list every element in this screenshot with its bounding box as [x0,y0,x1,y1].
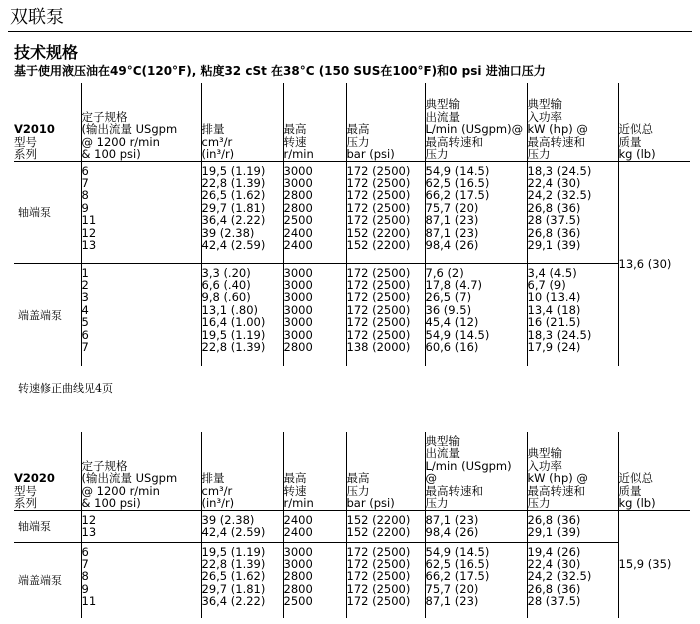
header-series [14,432,81,510]
speed-values: 3000 3000 2800 2800 2500 2400 2400 [283,161,346,263]
group-name: 轴端泵 [18,206,51,219]
header-ring: 定子规格 (输出流量 USgpm @ 1200 r/min & 100 psi) [81,432,201,510]
header-displacement: 排量 cm³/r (in³/r) [201,432,283,510]
group-row-shaft-end [14,161,690,263]
header-power: 典型输 入功率 kW (hp) @ 最高转速和 压力 [527,83,618,161]
header-speed: 最高 转速 r/min [283,83,346,161]
spec-table-v2010 [14,83,690,366]
flow-values: 54,9 (14.5) 62,5 (16.5) 66,2 (17.5) 75,7 (20) 87,1 (23) 87,1 (23) 98,4 (26) [425,161,527,263]
displacement-values: 19,5 (1.19) 22,8 (1.39) 26,5 (1.62) 29,7 (1.81) 36,4 (2.22) 39 (2.38) 42,4 (2.59) [201,161,283,263]
displacement-values: 19,5 (1.19) 22,8 (1.39) 26,5 (1.62) 29,7 (1.81) 36,4 (2.22) [201,542,283,618]
group-row-shaft-end [14,510,690,542]
displacement-values: 3,3 (.20) 6,6 (.40) 9,8 (.60) 13,1 (.80) 16,4 (1.00) 19,5 (1.19) 22,8 (1.39) [201,263,283,366]
header-series [14,83,81,161]
group-name: 端盖端泵 [14,263,81,366]
title-divider [8,31,692,32]
group-name: 轴端泵 [18,520,51,533]
speed-values: 2400 2400 [283,510,346,542]
power-values: 18,3 (24.5) 22,4 (30) 24,2 (32.5) 26,8 (36) 28 (37.5) 26,8 (36) 29,1 (39) [527,161,618,263]
header-flow: 典型输 出流量 L/min (USgpm) @ 最高转速和 压力 [425,432,527,510]
mass-value: 13,6 (30) [618,161,690,366]
header-mass: 近似总 质量 kg (lb) [618,432,690,510]
mass-value: 15,9 (35) [618,510,690,618]
power-values: 19,4 (26) 22,4 (30) 24,2 (32.5) 26,8 (36) 28 (37.5) [527,542,618,618]
header-mass: 近似总 质量 kg (lb) [618,83,690,161]
pressure-values: 152 (2200) 152 (2200) [346,510,425,542]
header-speed: 最高 转速 r/min [283,432,346,510]
ring-values: 6 7 8 9 11 12 13 [81,161,201,263]
power-values: 3,4 (4.5) 6,7 (9) 10 (13.4) 13,4 (18) 16 (21.5) 18,3 (24.5) 17,9 (24) [527,263,618,366]
pressure-values: 172 (2500) 172 (2500) 172 (2500) 172 (2500) 172 (2500) [346,542,425,618]
header-series-label: 型号 系列 [14,483,37,511]
model-label: V2010 [14,122,55,137]
header-displacement: 排量 cm³/r (in³/r) [201,83,283,161]
group-row-cover-end [14,263,690,366]
flow-values: 87,1 (23) 98,4 (26) [425,510,527,542]
header-power: 典型输 入功率 kW (hp) @ 最高转速和 压力 [527,432,618,510]
speed-values: 3000 3000 2800 2800 2500 [283,542,346,618]
ring-values: 1 2 3 4 5 6 7 [81,263,201,366]
header-ring: 定子规格 (输出流量 USgpm @ 1200 r/min & 100 psi) [81,83,201,161]
ring-values: 12 13 [81,510,201,542]
pressure-values: 172 (2500) 172 (2500) 172 (2500) 172 (2500) 172 (2500) 152 (2200) 152 (2200) [346,161,425,263]
pressure-values: 172 (2500) 172 (2500) 172 (2500) 172 (2500) 172 (2500) 172 (2500) 138 (2000) [346,263,425,366]
flow-values: 7,6 (2) 17,8 (4.7) 26,5 (7) 36 (9.5) 45,4 (12) 54,9 (14.5) 60,6 (16) [425,263,527,366]
ring-values: 6 7 8 9 11 [81,542,201,618]
group-row-cover-end [14,542,690,618]
speed-correction-note: 转速修正曲线见4页 [18,382,113,395]
power-values: 26,8 (36) 29,1 (39) [527,510,618,542]
header-pressure: 最高 压力 bar (psi) [346,83,425,161]
group-name: 端盖端泵 [14,542,81,618]
speed-values: 3000 3000 3000 3000 3000 3000 2800 [283,263,346,366]
header-pressure: 最高 压力 bar (psi) [346,432,425,510]
header-row [14,432,690,510]
spec-table-v2020 [14,432,690,618]
header-series-label: 型号 系列 [14,134,37,162]
header-flow: 典型输 出流量 L/min (USgpm)@ 最高转速和 压力 [425,83,527,161]
flow-values: 54,9 (14.5) 62,5 (16.5) 66,2 (17.5) 75,7 (20) 87,1 (23) [425,542,527,618]
page-title: 双联泵 [10,7,64,28]
header-row [14,83,690,161]
section-title: 技术规格 [14,43,79,62]
displacement-values: 39 (2.38) 42,4 (2.59) [201,510,283,542]
test-conditions: 基于使用液压油在49°C(120°F), 粘度32 cSt 在38°C (150 SUS在100°F)和0 psi 进油口压力 [14,64,546,78]
model-label: V2020 [14,471,55,486]
